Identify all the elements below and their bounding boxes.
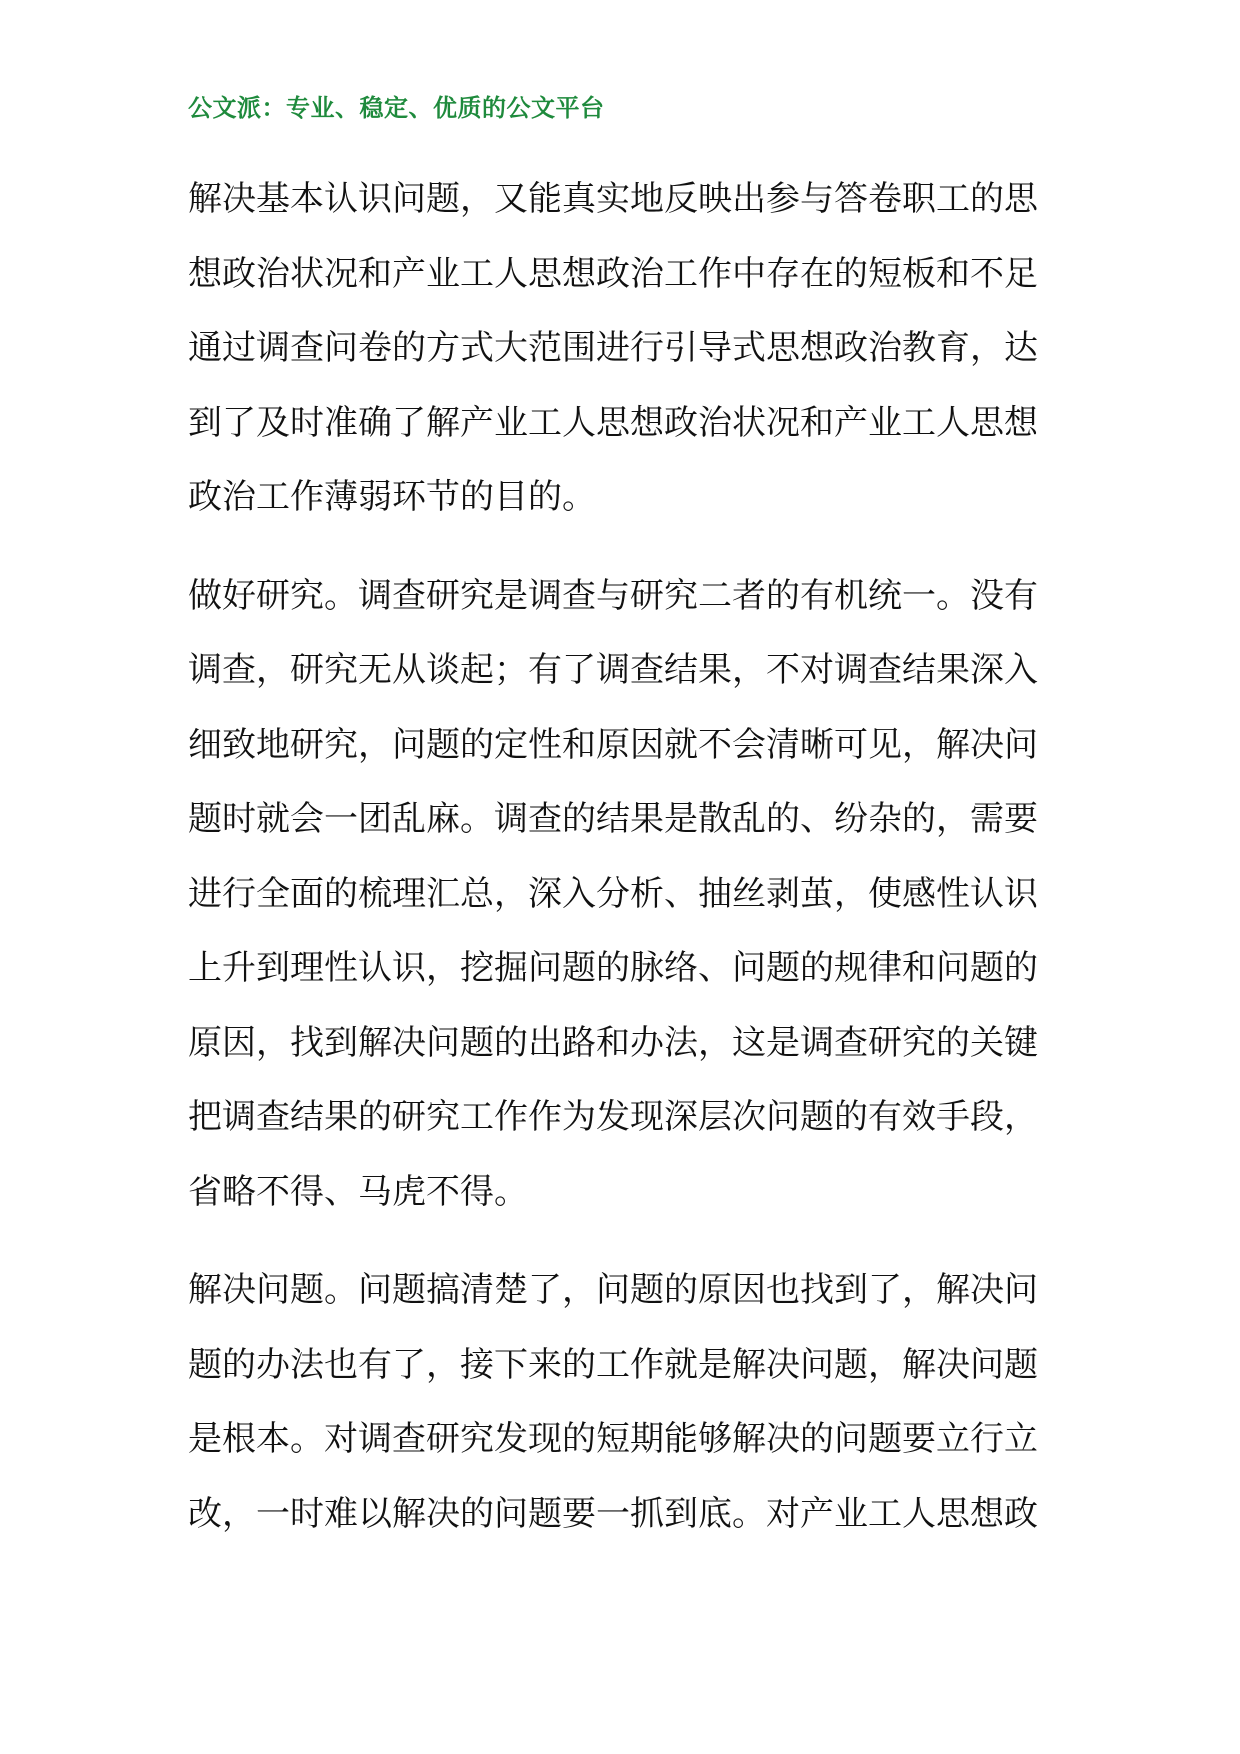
text-line: 上升到理性认识，挖掘问题的脉络、问题的规律和问题的 (188, 948, 1038, 988)
text-line: 改，一时难以解决的问题要一抓到底。对产业工人思想政 (188, 1493, 1038, 1534)
text-line: 到了及时准确了解产业工人思想政治状况和产业工人思想 (188, 402, 1038, 443)
text-line: 政治工作薄弱环节的目的。 (188, 477, 596, 517)
paragraph (188, 1253, 1068, 1551)
text-line: 解决问题。问题搞清楚了，问题的原因也找到了，解决问 (188, 1270, 1038, 1310)
text-line: 省略不得、马虎不得。 (188, 1171, 528, 1212)
text-line: 题的办法也有了，接下来的工作就是解决问题，解决问题 (188, 1344, 1038, 1385)
text-line: 是根本。对调查研究发现的短期能够解决的问题要立行立 (188, 1419, 1038, 1459)
site-header-title: 公文派：专业、稳定、优质的公文平台 (188, 94, 605, 122)
paragraph (188, 162, 1068, 535)
text-line: 把调查结果的研究工作作为发现深层次问题的有效手段， (188, 1097, 1038, 1137)
text-line: 解决基本认识问题，又能真实地反映出参与答卷职工的思 (188, 179, 1038, 219)
text-line: 做好研究。调查研究是调查与研究二者的有机统一。没有 (188, 575, 1038, 616)
text-line: 进行全面的梳理汇总，深入分析、抽丝剥茧，使感性认识 (188, 873, 1038, 914)
paragraph (188, 559, 1068, 1230)
text-line: 调查，研究无从谈起；有了调查结果，不对调查结果深入 (188, 650, 1038, 690)
text-line: 通过调查问卷的方式大范围进行引导式思想政治教育，达 (188, 328, 1038, 368)
text-line: 想政治状况和产业工人思想政治工作中存在的短板和不足 (188, 253, 1038, 294)
document-body (188, 162, 1068, 1575)
text-line: 原因，找到解决问题的出路和办法，这是调查研究的关键 (188, 1022, 1038, 1063)
text-line: 细致地研究，问题的定性和原因就不会清晰可见，解决问 (188, 724, 1038, 765)
text-line: 题时就会一团乱麻。调查的结果是散乱的、纷杂的，需要 (188, 799, 1038, 839)
